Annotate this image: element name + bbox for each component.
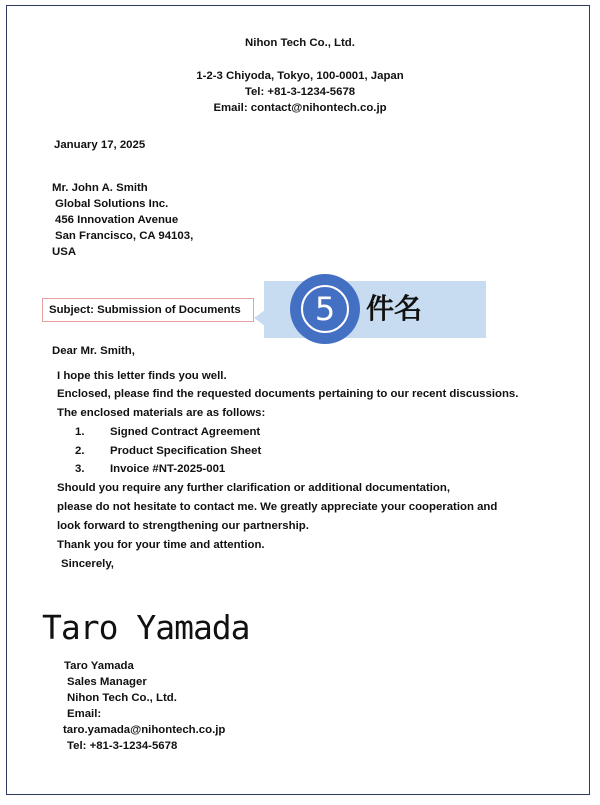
body-paragraph-2: please do not hesitate to contact me. We greatly appreciate your cooperation and: [57, 501, 498, 513]
sender-company: Nihon Tech Co., Ltd.: [67, 692, 177, 704]
list-item-number: 2.: [75, 445, 85, 457]
body-thanks: Thank you for your time and attention.: [57, 539, 265, 551]
recipient-city: San Francisco, CA 94103,: [55, 230, 194, 242]
greeting: Dear Mr. Smith,: [52, 345, 135, 357]
letterhead-address: 1-2-3 Chiyoda, Tokyo, 100-0001, Japan: [196, 70, 404, 82]
body-paragraph-1: Should you require any further clarification or additional documentation,: [57, 482, 451, 494]
recipient-name: Mr. John A. Smith: [52, 182, 148, 194]
subject-box: [42, 298, 254, 322]
callout-number: 5: [301, 285, 349, 333]
body-paragraph-3: look forward to strengthening our partnership.: [57, 520, 309, 532]
letter-date: January 17, 2025: [54, 139, 146, 151]
handwritten-signature: Taro Yamada: [42, 608, 250, 647]
recipient-company: Global Solutions Inc.: [55, 198, 169, 210]
letterhead-company: Nihon Tech Co., Ltd.: [245, 37, 355, 49]
callout-number-badge: [290, 274, 360, 344]
body-line-2: Enclosed, please find the requested documents pertaining to our recent discussions.: [57, 388, 519, 400]
body-line-1: I hope this letter finds you well.: [57, 370, 227, 382]
recipient-country: USA: [52, 246, 77, 258]
callout-label: 件名: [366, 292, 423, 325]
sender-title: Sales Manager: [67, 676, 147, 688]
recipient-street: 456 Innovation Avenue: [55, 214, 179, 226]
list-item: Product Specification Sheet: [110, 445, 262, 457]
sender-tel: Tel: +81-3-1234-5678: [67, 740, 178, 752]
list-item-number: 1.: [75, 426, 85, 438]
sender-name: Taro Yamada: [64, 660, 134, 672]
letterhead-email: Email: contact@nihontech.co.jp: [213, 102, 387, 114]
list-item: Invoice #NT-2025-001: [110, 463, 226, 475]
list-item-number: 3.: [75, 463, 85, 475]
list-item: Signed Contract Agreement: [110, 426, 261, 438]
sender-email-label: Email:: [67, 708, 102, 720]
sender-email: taro.yamada@nihontech.co.jp: [63, 724, 226, 736]
body-closing: Sincerely,: [61, 558, 114, 570]
subject-line: Subject: Submission of Documents: [49, 304, 241, 316]
body-line-3: The enclosed materials are as follows:: [57, 407, 266, 419]
letterhead-tel: Tel: +81-3-1234-5678: [244, 86, 356, 98]
